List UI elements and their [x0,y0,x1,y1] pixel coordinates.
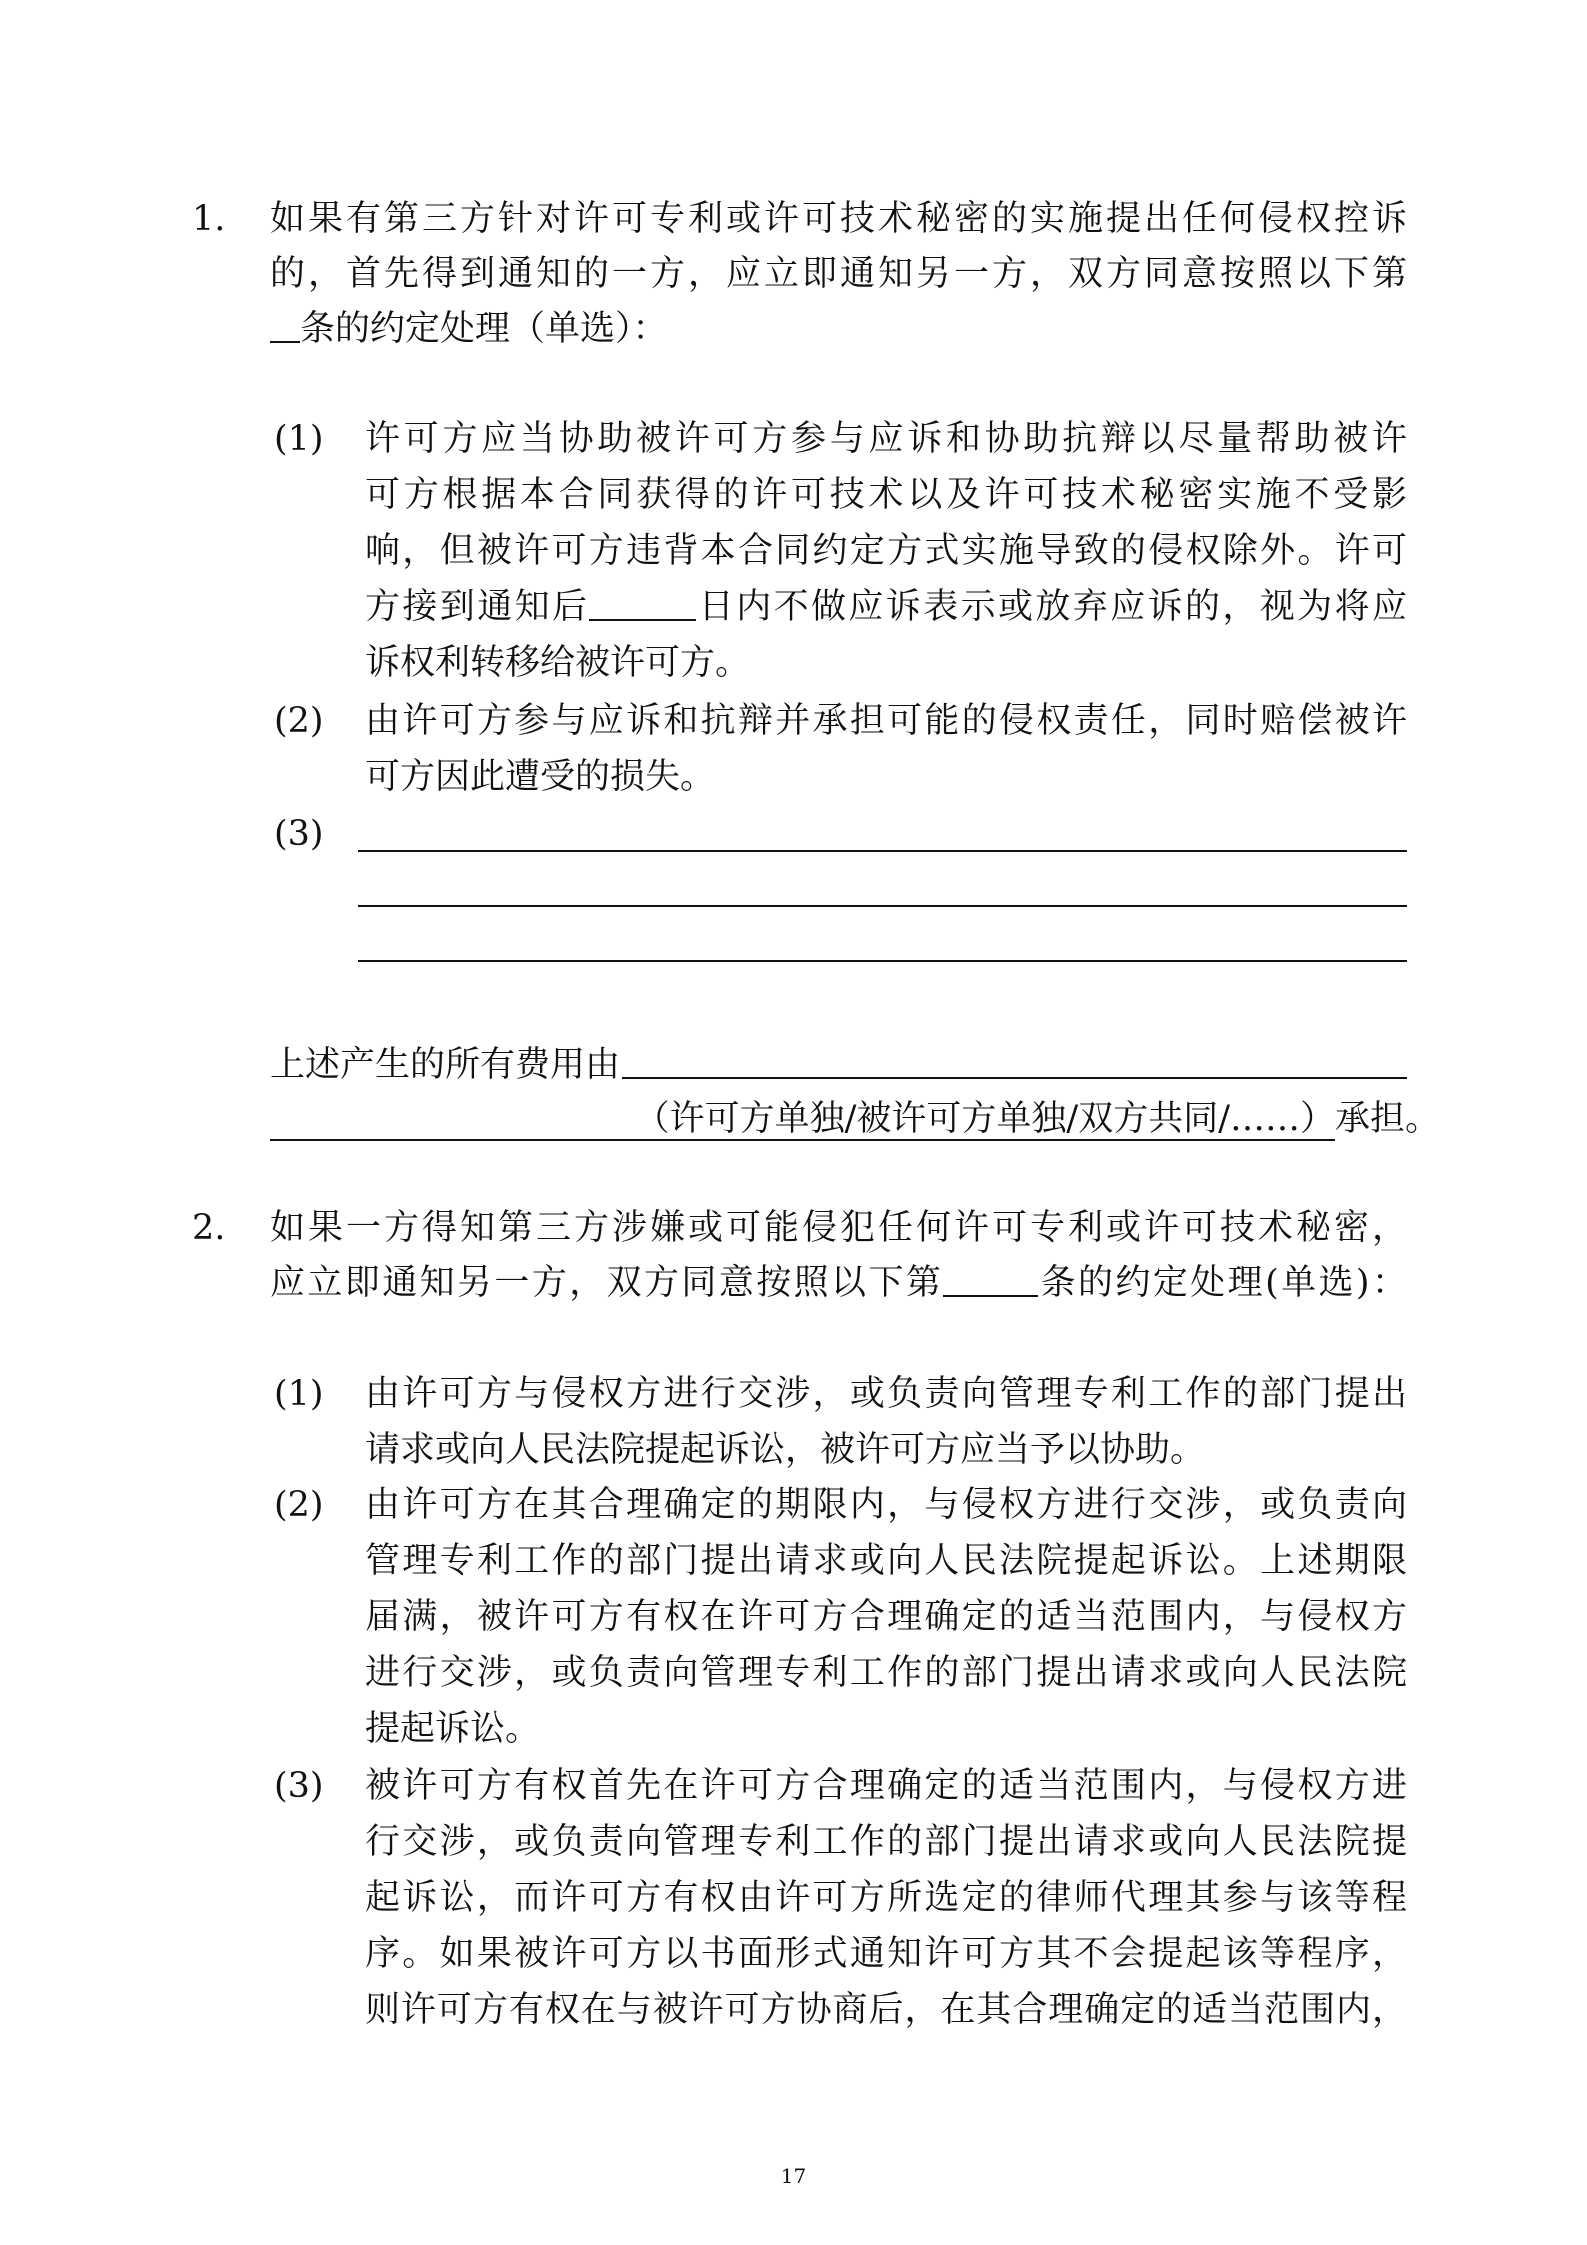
clause-1-intro-line: 的，首先得到通知的一方，应立即通知另一方，双方同意按照以下第 [270,254,1407,294]
option-line: 由许可方在其合理确定的期限内，与侵权方进行交涉，或负责向 [365,1485,1407,1525]
option-line: 诉权利转移给被许可方。 [365,643,751,683]
clause-1-intro-line [270,302,1407,357]
clause-2-number: 2. [192,1208,226,1248]
option-line: 许可方应当协助被许可方参与应诉和协助抗辩以尽量帮助被许 [365,419,1407,459]
option-line: 响，但被许可方违背本合同约定方式实施导致的侵权除外。许可 [365,531,1407,571]
option-line: 则许可方有权在与被许可方协商后，在其合理确定的适当范围内， [365,1990,1407,2030]
option-line: 进行交涉，或负责向管理专利工作的部门提出请求或向人民法院 [365,1653,1407,1693]
option-line: 行交涉，或负责向管理专利工作的部门提出请求或向人民法院提 [365,1822,1407,1862]
option-line: 由许可方参与应诉和抗辩并承担可能的侵权责任，同时赔偿被许 [365,701,1407,741]
article-number-blank [943,1294,1038,1297]
blank-rule [358,960,1407,962]
clause-1-intro-line: 如果有第三方针对许可专利或许可技术秘密的实施提出任何侵权控诉 [270,199,1407,239]
clause-2-option-1-label: (1) [274,1374,324,1414]
cost-allocation-line-1 [270,1037,1407,1093]
cost-allocation-lead: 上述产生的所有费用由 [270,1045,621,1085]
clause-2-option-2-text [365,1477,1407,1757]
cost-allocation-tail: 承担。 [1335,1099,1441,1139]
clause-1-option-1-label: (1) [274,419,324,459]
clause-2-option-3-text [365,1758,1407,2038]
clause-2-intro-line [270,1256,1407,1311]
option-line: 序。如果被许可方以书面形式通知许可方其不会提起该等程序， [365,1934,1407,1974]
clause-1-option-2-label: (2) [274,701,324,741]
days-blank [589,618,696,621]
clause-2-intro-line: 如果一方得知第三方涉嫌或可能侵犯任何许可专利或许可技术秘密， [270,1208,1407,1248]
clause-1-option-3-label: (3) [274,814,324,854]
option-line: 起诉讼，而许可方有权由许可方所选定的律师代理其参与该等程 [365,1878,1407,1918]
clause-2-intro [270,1201,1407,1311]
option-line-text: 日内不做应诉表示或放弃应诉的，视为将应 [696,587,1407,627]
option-line: 请求或向人民法院提起诉讼，被许可方应当予以协助。 [365,1430,1206,1470]
cost-bearer-choices: （许可方单独/被许可方单独/双方共同/……） [634,1099,1335,1139]
option-line: 届满，被许可方有权在许可方合理确定的适当范围内，与侵权方 [365,1597,1407,1637]
clause-1-option-2-text [365,693,1407,805]
blank-rule [358,850,1407,852]
option-line: 可方根据本合同获得的许可技术以及许可技术秘密实施不受影 [365,475,1407,515]
cost-bearer-blank [622,1077,1407,1079]
blank-rule [358,905,1407,907]
option-line-text: 方接到通知后 [365,587,590,627]
article-number-blank [270,340,300,343]
page-number: 17 [780,2164,807,2188]
option-line: 由许可方与侵权方进行交涉，或负责向管理专利工作的部门提出 [365,1374,1407,1414]
option-line: 管理专利工作的部门提出请求或向人民法院提起诉讼。上述期限 [365,1541,1407,1581]
cost-bearer-choices-underline [270,1139,1335,1141]
clause-1-intro-line-text: 条的约定处理（单选）： [300,309,668,349]
clause-1-intro [270,192,1407,357]
option-line: 被许可方有权首先在许可方合理确定的适当范围内，与侵权方进 [365,1766,1407,1806]
option-line: 可方因此遭受的损失。 [365,757,716,797]
clause-2-intro-line-text: 应立即通知另一方，双方同意按照以下第 [270,1263,944,1303]
clause-2-option-3-label: (3) [274,1766,324,1806]
clause-1-option-1-text [365,411,1407,691]
clause-1-number: 1. [192,199,226,239]
clause-2-option-1-text [365,1366,1407,1478]
clause-2-intro-line-text: 条的约定处理(单选)： [1038,1263,1407,1303]
option-line: 提起诉讼。 [365,1709,541,1749]
option-line [365,579,1407,635]
clause-2-option-2-label: (2) [274,1485,324,1525]
